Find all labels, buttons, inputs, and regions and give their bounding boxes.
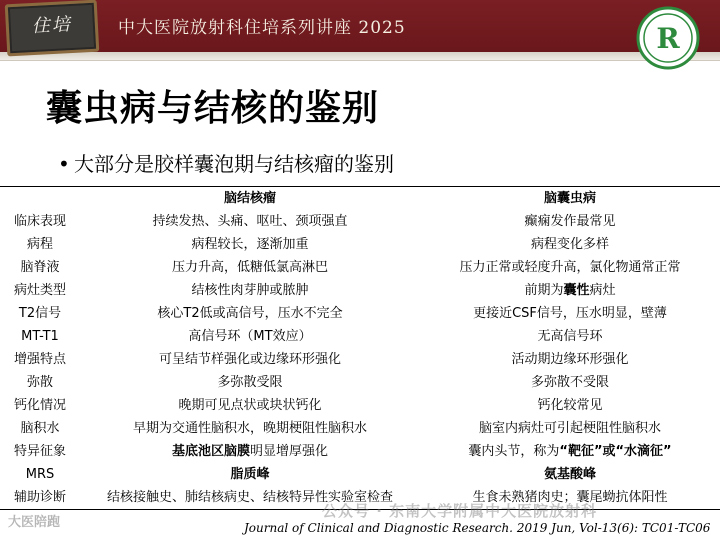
- row-label: MT-T1: [21, 329, 59, 344]
- watermark-right: 公众号 · 东南大学附属中大医院放射科: [322, 502, 598, 520]
- row-label: 脑积水: [20, 421, 60, 436]
- header-stripe: [0, 52, 720, 61]
- comparison-table: [0, 186, 720, 510]
- row-label: 钙化情况: [13, 398, 66, 413]
- cysticercosis-cell: 生食未熟猪肉史；囊尾蚴抗体阳性: [472, 490, 668, 505]
- cyst-text-pre: 囊内头节，称为: [468, 444, 560, 459]
- cyst-text-pre: 前期为: [524, 283, 564, 298]
- tb-text-bold: 基底池区脑膜: [171, 444, 250, 459]
- table-row: [0, 348, 720, 371]
- watermark-left: 大医陪跑: [8, 515, 61, 530]
- tuberculoma-cell: 核心T2低或高信号，压水不完全: [157, 306, 343, 321]
- table-row: [0, 440, 720, 463]
- tuberculoma-cell: 压力升高，低糖低氯高淋巴: [171, 260, 328, 275]
- row-label: 特异征象: [13, 444, 66, 459]
- tuberculoma-cell: 持续发热、头痛、呕吐、颈项强直: [152, 214, 348, 229]
- row-label: 临床表现: [13, 214, 66, 229]
- row-label: 弥散: [26, 375, 53, 390]
- tuberculoma-cell: 高信号环（MT效应）: [188, 329, 312, 344]
- table-row: [0, 210, 720, 233]
- cysticercosis-cell: 多弥散不受限: [530, 375, 609, 390]
- header-cell-empty: [0, 187, 80, 211]
- tuberculoma-cell: 可呈结节样强化或边缘环形强化: [158, 352, 341, 367]
- row-label: 病灶类型: [13, 283, 66, 298]
- cyst-text-post: 病灶: [589, 283, 616, 298]
- tuberculoma-cell: 结核接触史、肺结核病史、结核特异性实验室检查: [106, 490, 393, 505]
- table-row: [0, 371, 720, 394]
- bullet-text: 大部分是胶样囊泡期与结核瘤的鉴别: [74, 152, 394, 176]
- tuberculoma-cell: 病程较长，逐渐加重: [191, 237, 309, 252]
- tuberculoma-cell: 晚期可见点状或块状钙化: [178, 398, 322, 413]
- row-label: 增强特点: [13, 352, 66, 367]
- table-row: [0, 463, 720, 486]
- tuberculoma-cell: 多弥散受限: [217, 375, 283, 390]
- table-row: [0, 256, 720, 279]
- cysticercosis-cell: [420, 463, 720, 486]
- table-row: [0, 233, 720, 256]
- citation: Journal of Clinical and Diagnostic Research. 2019 Jun, Vol-13(6): TC01-TC06: [244, 521, 711, 535]
- cysticercosis-cell: [420, 440, 720, 463]
- cysticercosis-cell: 癫痫发作最常见: [524, 214, 616, 229]
- hospital-logo-icon: [636, 6, 700, 70]
- tuberculoma-cell: [80, 440, 420, 463]
- tuberculoma-cell: 早期为交通性脑积水，晚期梗阻性脑积水: [132, 421, 367, 436]
- table-header-row: [0, 187, 720, 211]
- table-row: [0, 417, 720, 440]
- row-label: 脑脊液: [20, 260, 60, 275]
- cysticercosis-cell: 脑室内病灶可引起梗阻性脑积水: [478, 421, 661, 436]
- bullet-point: [58, 148, 394, 177]
- header-cell-cysticercosis: 脑囊虫病: [543, 191, 596, 206]
- table-row: [0, 394, 720, 417]
- cysticercosis-cell: 钙化较常见: [537, 398, 603, 413]
- cysticercosis-cell: 活动期边缘环形强化: [511, 352, 629, 367]
- table-row: [0, 279, 720, 302]
- tuberculoma-cell: 结核性肉芽肿或脓肿: [191, 283, 309, 298]
- row-label: T2信号: [18, 306, 62, 321]
- cysticercosis-cell: 更接近CSF信号，压水明显，壁薄: [473, 306, 667, 321]
- series-title: 中大医院放射科住培系列讲座 2025: [118, 18, 406, 38]
- cysticercosis-cell: 病程变化多样: [530, 237, 609, 252]
- tuberculoma-cell: [80, 463, 420, 486]
- cysticercosis-cell: [420, 279, 720, 302]
- logo-letter: R: [656, 22, 680, 55]
- row-label: MRS: [25, 467, 55, 482]
- cysticercosis-cell: 压力正常或轻度升高，氯化物通常正常: [459, 260, 681, 275]
- cyst-text-bold: 氨基酸峰: [543, 467, 596, 482]
- row-label: 辅助诊断: [13, 490, 66, 505]
- slide-title: 囊虫病与结核的鉴别: [46, 88, 380, 129]
- tb-text-bold: 脂质峰: [230, 467, 270, 482]
- table-row: [0, 325, 720, 348]
- table-row: [0, 302, 720, 325]
- tb-text-post: 明显增厚强化: [250, 444, 329, 459]
- chalkboard-logo: [5, 0, 100, 56]
- bullet-dot-icon: •: [58, 152, 70, 176]
- cysticercosis-cell: 无高信号环: [537, 329, 603, 344]
- cyst-text-bold: “靶征”或“水滴征”: [559, 444, 672, 459]
- header-cell-tuberculoma: 脑结核瘤: [223, 191, 276, 206]
- board-text: 住培: [31, 13, 73, 38]
- cyst-text-bold: 囊性: [563, 283, 590, 298]
- row-label: 病程: [26, 237, 53, 252]
